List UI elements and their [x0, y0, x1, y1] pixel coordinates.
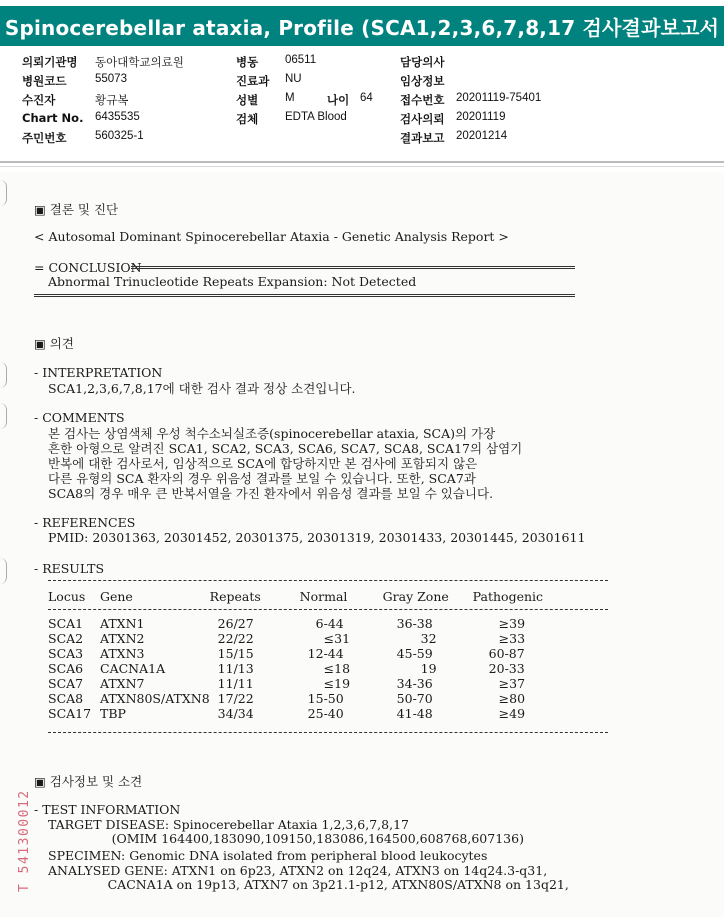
comments-line: 다른 유형의 SCA 환자의 경우 위음성 결과를 보일 수 있습니다. 또한, SCA7과: [48, 471, 476, 486]
locus-cell: SCA6: [48, 661, 84, 676]
test-info-line: SPECIMEN: Genomic DNA isolated from peripheral blood leukocytes: [48, 848, 488, 863]
test-info-line: TARGET DISEASE: Spinocerebellar Ataxia 1,2,3,6,7,8,17: [48, 817, 409, 832]
conclusion-label: = CONCLUSION: [34, 260, 142, 275]
test-info-line: CACNA1A on 19p13, ATXN7 on 3p21.1-p12, ATXN80S/ATXN8 on 13q21,: [48, 877, 569, 892]
age-label: 나이: [327, 93, 350, 107]
ward-label: 병동: [236, 55, 259, 69]
pathogenic-cell: 60-87: [488, 646, 525, 661]
recipient-label: 수진자: [22, 93, 56, 107]
comments-line: 반복에 대한 검사로서, 임상적으로 SCA에 합당하지만 본 검사에 포함되지 않은: [48, 456, 478, 471]
grayzone-cell: 36-38: [396, 616, 433, 631]
scan-edge-mark: [0, 180, 7, 206]
gene-cell: TBP: [100, 706, 126, 721]
normal-cell: 15-50: [307, 691, 344, 706]
hospital-code-value: 55073: [95, 73, 127, 85]
normal-cell: 6-44: [315, 616, 344, 631]
pathogenic-cell: ≥33: [498, 631, 526, 646]
dashed-rule: [48, 609, 608, 610]
table-row: [48, 661, 543, 676]
gene-cell: ATXN80S/ATXN8: [100, 691, 210, 706]
section-conclusion-heading: ▣ 결론 및 진단: [34, 202, 119, 217]
chart-label: Chart No.: [22, 111, 84, 125]
table-row: [48, 676, 543, 691]
scan-edge-mark: [0, 403, 7, 429]
gene-cell: ATXN7: [100, 676, 145, 691]
grayzone-cell: 41-48: [396, 706, 433, 721]
doctor-label: 담당의사: [400, 55, 445, 69]
rrn-label: 주민번호: [22, 131, 67, 145]
test-info-line: (OMIM 164400,183090,109150,183086,164500,608768,607136): [48, 831, 524, 846]
normal-cell: 25-40: [307, 706, 344, 721]
dashed-rule: [48, 732, 608, 733]
institution-label: 의뢰기관명: [22, 55, 78, 69]
request-label: 검사의뢰: [400, 112, 445, 126]
repeats-cell: 15/15: [217, 646, 254, 661]
report-subtitle: < Autosomal Dominant Spinocerebellar Ataxia - Genetic Analysis Report >: [34, 229, 509, 244]
locus-cell: SCA7: [48, 676, 84, 691]
dept-label: 진료과: [236, 74, 270, 88]
col-header: Repeats: [209, 589, 261, 604]
normal-cell: 12-44: [307, 646, 344, 661]
age-value: 64: [360, 92, 373, 104]
table-row: [48, 646, 543, 661]
clinical-info-label: 임상정보: [400, 74, 445, 88]
ward-value: 06511: [285, 54, 317, 66]
receipt-label: 접수번호: [400, 93, 445, 107]
patient-info-panel: [22, 54, 712, 149]
gene-cell: ATXN2: [100, 631, 145, 646]
results-header-row: [48, 589, 543, 604]
sex-value: M: [285, 92, 295, 104]
table-row: [48, 691, 543, 706]
grayzone-cell: 34-36: [396, 676, 433, 691]
report-date-label: 결과보고: [400, 131, 445, 145]
normal-cell: ≤31: [323, 631, 351, 646]
recipient-value: 황규복: [95, 95, 129, 107]
scan-edge-mark: [0, 362, 7, 388]
references-label: - REFERENCES: [34, 515, 136, 530]
gene-cell: CACNA1A: [100, 661, 166, 676]
comments-line: SCA8의 경우 매우 큰 반복서열을 가진 환자에서 위음성 결과를 보일 수 있습니다.: [48, 486, 494, 501]
locus-cell: SCA3: [48, 646, 84, 661]
receipt-value: 20201119-75401: [456, 92, 542, 104]
repeats-cell: 22/22: [217, 631, 254, 646]
col-header: Normal: [299, 589, 348, 604]
equals-rule: [131, 266, 575, 269]
locus-cell: SCA2: [48, 631, 84, 646]
col-header: Locus: [48, 589, 86, 604]
normal-cell: ≤18: [323, 661, 351, 676]
repeats-cell: 11/13: [217, 661, 254, 676]
header-divider: [0, 161, 724, 163]
gene-cell: ATXN3: [100, 646, 145, 661]
comments-line: 본 검사는 상염색체 우성 척수소뇌실조증(spinocerebellar ataxia, SCA)의 가장: [48, 426, 496, 441]
pathogenic-cell: ≥37: [498, 676, 526, 691]
specimen-label: 검체: [236, 112, 259, 126]
specimen-barcode-text: T 541300012: [17, 789, 32, 892]
col-header: Pathogenic: [472, 589, 544, 604]
test-info-line: ANALYSED GENE: ATXN1 on 6p23, ATXN2 on 12q24, ATXN3 on 14q24.3-q31,: [48, 863, 548, 878]
interpretation-text: SCA1,2,3,6,7,8,17에 대한 검사 결과 정상 소견입니다.: [48, 381, 356, 396]
table-row: [48, 616, 543, 631]
normal-cell: ≤19: [323, 676, 351, 691]
gene-cell: ATXN1: [100, 616, 145, 631]
specimen-value: EDTA Blood: [285, 111, 347, 123]
repeats-cell: 17/22: [217, 691, 254, 706]
locus-cell: SCA17: [48, 706, 92, 721]
section-opinion-heading: ▣ 의견: [34, 336, 74, 351]
grayzone-cell: 50-70: [396, 691, 433, 706]
table-row: [48, 706, 543, 721]
col-header: Gene: [100, 589, 133, 604]
chart-value: 6435535: [95, 111, 140, 123]
section-test-info-heading: ▣ 검사정보 및 소견: [34, 774, 143, 789]
pathogenic-cell: ≥80: [498, 691, 526, 706]
grayzone-cell: 19: [420, 661, 437, 676]
locus-cell: SCA8: [48, 691, 84, 706]
rrn-value: 560325-1: [95, 130, 144, 142]
report-date-value: 20201214: [456, 130, 508, 142]
col-header: Gray Zone: [382, 589, 449, 604]
institution-value: 동아대학교의료원: [95, 57, 184, 69]
request-value: 20201119: [456, 111, 506, 123]
locus-cell: SCA1: [48, 616, 84, 631]
sex-label: 성별: [236, 93, 259, 107]
repeats-cell: 11/11: [217, 676, 254, 691]
references-text: PMID: 20301363, 20301452, 20301375, 20301319, 20301433, 20301445, 20301611: [48, 530, 586, 545]
scan-edge-mark: [0, 558, 7, 584]
report-title: Spinocerebellar ataxia, Profile (SCA1,2,3,6,7,8,17 검사결과보고서: [0, 6, 724, 46]
comments-label: - COMMENTS: [34, 410, 125, 425]
repeats-cell: 34/34: [217, 706, 254, 721]
dept-value: NU: [285, 73, 302, 85]
interpretation-label: - INTERPRETATION: [34, 365, 163, 380]
equals-rule: [34, 294, 575, 297]
header-divider-thin: [0, 166, 724, 167]
table-row: [48, 631, 543, 646]
grayzone-cell: 32: [420, 631, 437, 646]
pathogenic-cell: ≥49: [498, 706, 526, 721]
comments-line: 흔한 아형으로 알려진 SCA1, SCA2, SCA3, SCA6, SCA7, SCA8, SCA17의 삼염기: [48, 441, 523, 456]
repeats-cell: 26/27: [217, 616, 254, 631]
dashed-rule: [48, 580, 608, 581]
grayzone-cell: 45-59: [396, 646, 433, 661]
conclusion-text: Abnormal Trinucleotide Repeats Expansion: Not Detected: [48, 274, 417, 289]
pathogenic-cell: ≥39: [498, 616, 526, 631]
test-info-label: - TEST INFORMATION: [34, 802, 181, 817]
hospital-code-label: 병원코드: [22, 74, 67, 88]
pathogenic-cell: 20-33: [488, 661, 525, 676]
results-label: - RESULTS: [34, 561, 105, 576]
